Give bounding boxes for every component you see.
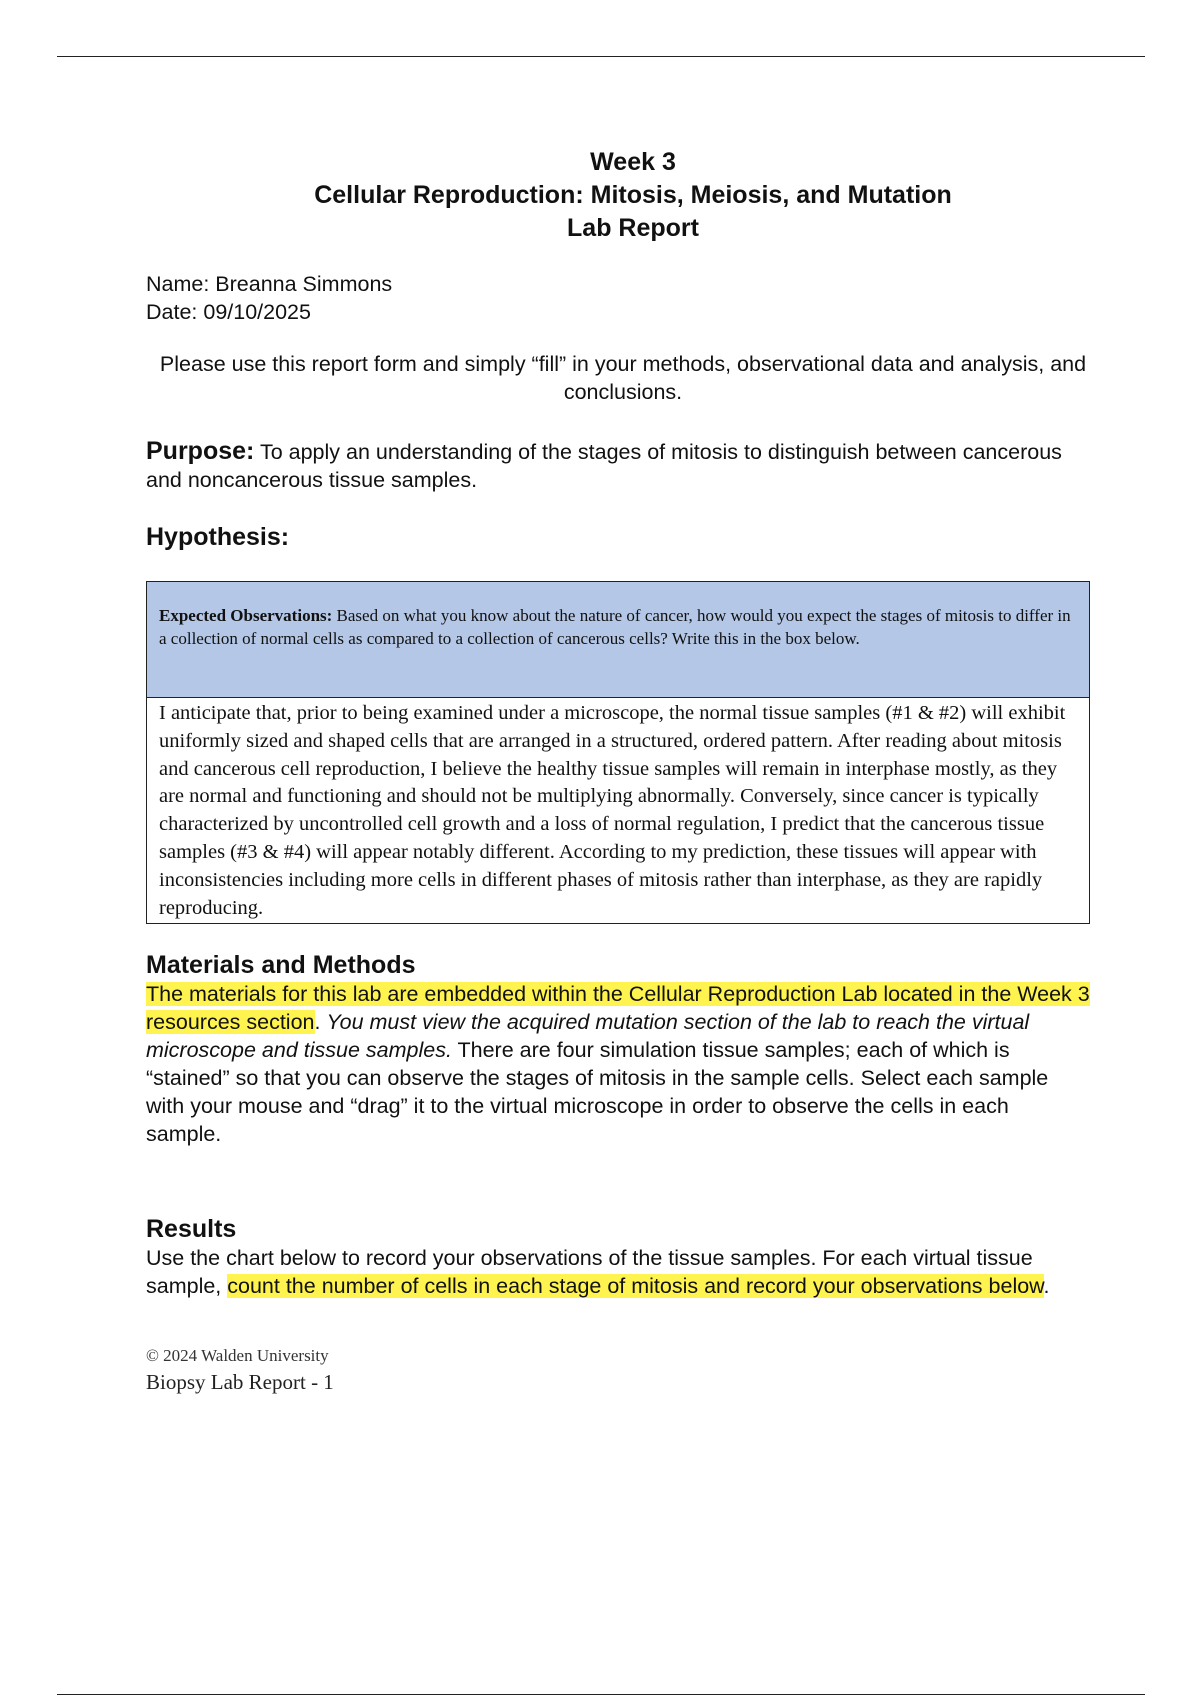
results-section [146, 1214, 1090, 1300]
page-subtitle: Lab Report [567, 214, 699, 242]
student-name: Name: Breanna Simmons [146, 272, 393, 296]
top-rule [57, 56, 1145, 57]
expected-observations-label: Expected Observations: [159, 606, 333, 625]
materials-section [146, 950, 1090, 1148]
title-block [146, 146, 1090, 245]
materials-text [146, 980, 1090, 1148]
materials-highlight: The materials for this lab are embedded within the Cellular Reproduction Lab located in the Week 3 resources section [146, 982, 1090, 1035]
expected-observations-table [146, 581, 1090, 924]
student-meta [146, 270, 1090, 326]
page-number-label: Biopsy Lab Report - 1 [146, 1370, 334, 1395]
materials-period: . [314, 1010, 327, 1035]
results-highlight: count the number of cells in each stage of mitosis and record your observations below [227, 1274, 1044, 1299]
results-text-after: . [1043, 1274, 1050, 1299]
hypothesis-answer: I anticipate that, prior to being examined under a microscope, the normal tissue samples (#1 & #2) will exhibit uniformly sized and shaped cells that are arranged in a structured, ordered pattern. After reading about mitosis and cancerous cell reproduction, I believe the healthy tissue samples will remain in interphase mostly, as they are normal and functioning and should not be multiplying abnormally. Conversely, since cancer is typically characterized by uncontrolled cell growth and a loss of normal regulation, I predict that the cancerous tissue samples (#3 & #4) will appear notably different. According to my prediction, these tissues will appear with inconsistencies including more cells in different phases of mitosis rather than interphase, as they are rapidly reproducing. [159, 702, 1066, 919]
results-text [146, 1244, 1090, 1300]
page-title: Cellular Reproduction: Mitosis, Meiosis, and Mutation [314, 181, 952, 209]
bottom-rule [57, 1694, 1145, 1695]
copyright-notice: © 2024 Walden University [146, 1346, 329, 1366]
expected-observations-question: Based on what you know about the nature of cancer, how would you expect the stages of mitosis to differ in a collection of normal cells as compared to a collection of cancerous cells? Write this in the box below. [159, 606, 1071, 648]
results-text-before: Use the chart below to record your observations of the tissue samples. For each virtual tissue sample, [146, 1246, 1033, 1299]
materials-rest: There are four simulation tissue samples; each of which is “stained” so that you can observe the stages of mitosis in the sample cells. Select each sample with your mouse and “drag” it to the virtual microscope in order to observe the cells in each sample. [146, 1038, 1049, 1147]
materials-heading: Materials and Methods [146, 951, 416, 980]
purpose-section [146, 437, 1090, 494]
materials-italic-note: You must view the acquired mutation section of the lab to reach the virtual microscope and tissue samples. [146, 1010, 1030, 1063]
purpose-text: To apply an understanding of the stages of mitosis to distinguish between cancerous and noncancerous tissue samples. [146, 440, 1062, 492]
report-date: Date: 09/10/2025 [146, 300, 311, 324]
expected-observations-prompt [147, 582, 1089, 698]
page-footer [146, 1344, 1090, 1396]
week-heading: Week 3 [590, 148, 676, 176]
instructions-text: Please use this report form and simply “fill” in your methods, observational data and analysis, and conclusions. [159, 352, 1087, 404]
hypothesis-heading: Hypothesis: [146, 523, 290, 551]
document-page [146, 146, 1090, 1396]
results-heading: Results [146, 1215, 237, 1244]
purpose-label: Purpose: [146, 437, 255, 465]
